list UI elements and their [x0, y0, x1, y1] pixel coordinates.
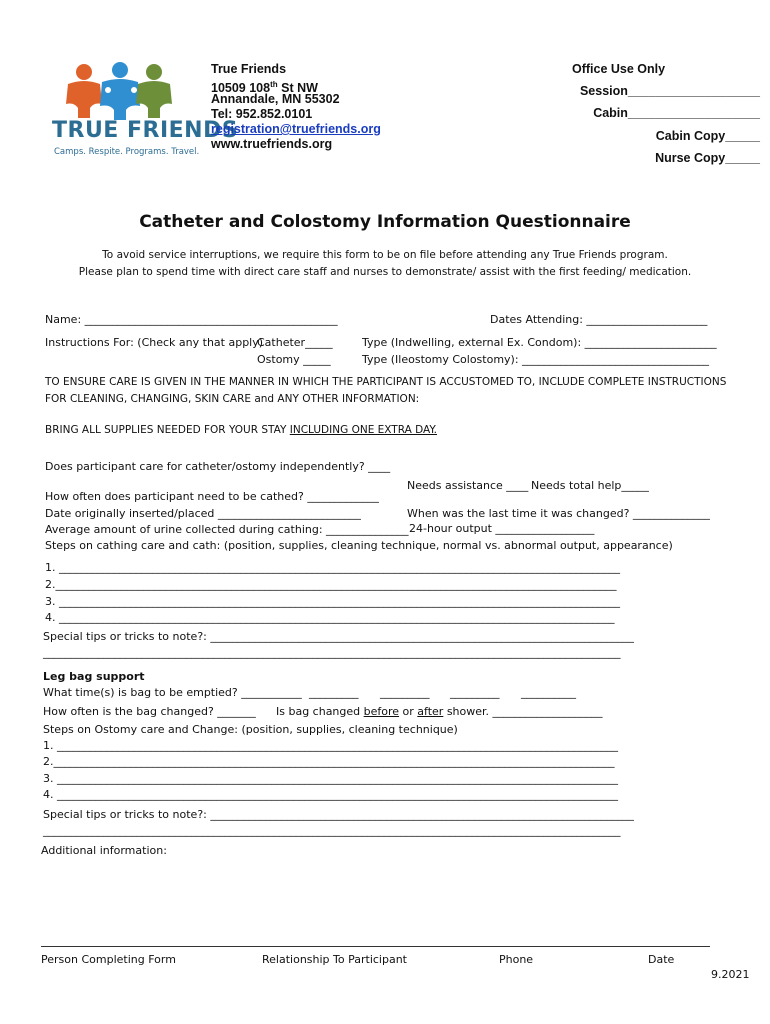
- logo-text: TRUE FRIENDS: [52, 118, 239, 143]
- phone-label: Phone: [499, 953, 534, 966]
- address-ordinal-suffix: th: [270, 80, 278, 89]
- catheter-checkbox[interactable]: Catheter_____: [257, 336, 333, 349]
- instructions-for-label: Instructions For: (Check any that apply): [45, 336, 264, 349]
- signature-line[interactable]: [41, 946, 710, 947]
- office-use-heading: Office Use Only: [572, 62, 666, 76]
- date-label: Date: [648, 953, 675, 966]
- needs-total-help-field[interactable]: Needs total help_____: [531, 479, 649, 492]
- bring-supplies-note: [45, 424, 437, 436]
- urine-average-field[interactable]: Average amount of urine collected during cathing: _______________: [45, 523, 409, 536]
- type-indwelling-field[interactable]: Type (Indwelling, external Ex. Condom): ________________________: [362, 336, 717, 349]
- bag-changed-shower-field[interactable]: [276, 705, 603, 718]
- ensure-care-line-2: FOR CLEANING, CHANGING, SKIN CARE and ANY OTHER INFORMATION:: [45, 393, 420, 405]
- needs-assistance-field[interactable]: Needs assistance ____: [407, 479, 529, 492]
- ostomy-tips-line[interactable]: _________________________________________________________________________________________________________: [43, 824, 621, 837]
- cathing-tips-line[interactable]: _________________________________________________________________________________________________________: [43, 646, 621, 659]
- bag-change-frequency-field[interactable]: How often is the bag changed? _______: [43, 705, 256, 718]
- address-street-name: St NW: [277, 81, 318, 96]
- additional-info-label: Additional information:: [41, 844, 167, 857]
- date-inserted-field[interactable]: Date originally inserted/placed __________________________: [45, 507, 361, 520]
- ostomy-step-line-1[interactable]: 1. ______________________________________________________________________________________________________: [43, 739, 618, 752]
- how-often-cathed-field[interactable]: How often does participant need to be cathed? _____________: [45, 490, 379, 503]
- relationship-label: Relationship To Participant: [262, 953, 407, 966]
- org-name: True Friends: [211, 62, 287, 76]
- shower-blank: shower. ____________________: [443, 705, 603, 718]
- bag-empty-times-field[interactable]: What time(s) is bag to be emptied? ___________: [43, 686, 302, 699]
- intro-line-1: To avoid service interruptions, we require this form to be on file before attending any True Friends program.: [102, 249, 668, 261]
- dates-attending-field[interactable]: Dates Attending: ______________________: [490, 313, 708, 326]
- intro-line-2: Please plan to spend time with direct care staff and nurses to demonstrate/ assist with the first feeding/ medication.: [78, 266, 692, 278]
- ostomy-steps-label: Steps on Ostomy care and Change: (position, supplies, cleaning technique): [43, 723, 458, 736]
- name-field[interactable]: Name: ______________________________________________: [45, 313, 338, 326]
- cathing-step-line-2[interactable]: 2.______________________________________________________________________________________________________: [45, 578, 617, 591]
- page-title: Catheter and Colostomy Information Questionnaire: [139, 212, 631, 232]
- org-email-link[interactable]: registration@truefriends.org: [211, 122, 381, 136]
- logo-figures-icon: [50, 60, 200, 122]
- ostomy-step-line-3[interactable]: 3. ______________________________________________________________________________________________________: [43, 772, 618, 785]
- bag-empty-time-4[interactable]: _________: [450, 686, 500, 699]
- org-tel: Tel: 952.852.0101: [211, 107, 313, 121]
- last-changed-field[interactable]: When was the last time it was changed? ______________: [407, 507, 710, 520]
- address-street-number: 10509 108: [211, 81, 271, 96]
- cathing-step-line-3[interactable]: 3. ______________________________________________________________________________________________________: [45, 595, 620, 608]
- before-option: before: [363, 705, 400, 718]
- ostomy-step-line-4[interactable]: 4. ______________________________________________________________________________________________________: [43, 788, 618, 801]
- bag-empty-time-2[interactable]: _________: [309, 686, 359, 699]
- leg-bag-heading: Leg bag support: [43, 670, 145, 683]
- cabin-field[interactable]: Cabin___________________: [593, 106, 760, 120]
- independent-care-field[interactable]: Does participant care for catheter/ostomy independently? ____: [45, 460, 391, 473]
- ensure-care-line-1: TO ENSURE CARE IS GIVEN IN THE MANNER IN WHICH THE PARTICIPANT IS ACCUSTOMED TO, INCLUDE COMPLETE INSTRUCTIONS: [45, 376, 727, 388]
- output-24h-field[interactable]: 24-hour output __________________: [409, 522, 595, 535]
- cathing-steps-label: Steps on cathing care and cath: (position, supplies, cleaning technique, normal vs. abnormal output, appearance): [45, 539, 673, 552]
- cathing-step-line-1[interactable]: 1. ______________________________________________________________________________________________________: [45, 561, 620, 574]
- bring-supplies-extra-day: INCLUDING ONE EXTRA DAY.: [289, 424, 438, 436]
- person-completing-label: Person Completing Form: [41, 953, 176, 966]
- form-version: 9.2021: [711, 968, 750, 981]
- logo: [50, 60, 239, 165]
- type-ileostomy-field[interactable]: Type (Ileostomy Colostomy): __________________________________: [362, 353, 710, 366]
- session-field[interactable]: Session___________________: [579, 84, 760, 98]
- nurse-copy-field[interactable]: Nurse Copy_____: [655, 151, 760, 165]
- cabin-copy-field[interactable]: Cabin Copy_____: [655, 129, 760, 143]
- bring-supplies-text: BRING ALL SUPPLIES NEEDED FOR YOUR STAY: [45, 424, 290, 436]
- cathing-step-line-4[interactable]: 4. _____________________________________________________________________________________________________: [45, 611, 615, 624]
- org-address-line2: Annandale, MN 55302: [211, 92, 340, 106]
- additional-info-area[interactable]: [41, 862, 711, 938]
- ostomy-step-line-2[interactable]: 2.______________________________________________________________________________________________________: [43, 755, 615, 768]
- logo-tagline: Camps. Respite. Programs. Travel.: [54, 147, 200, 157]
- bag-empty-time-3[interactable]: _________: [380, 686, 430, 699]
- ostomy-tips-field[interactable]: Special tips or tricks to note?: _____________________________________________________________________________: [43, 808, 634, 821]
- cathing-tips-field[interactable]: Special tips or tricks to note?: _____________________________________________________________________________: [43, 630, 634, 643]
- org-website: www.truefriends.org: [211, 137, 333, 151]
- or-text: or: [399, 705, 418, 718]
- ostomy-checkbox[interactable]: Ostomy _____: [257, 353, 331, 366]
- bag-changed-text: Is bag changed: [276, 705, 364, 718]
- after-option: after: [417, 705, 444, 718]
- bag-empty-time-5[interactable]: __________: [521, 686, 576, 699]
